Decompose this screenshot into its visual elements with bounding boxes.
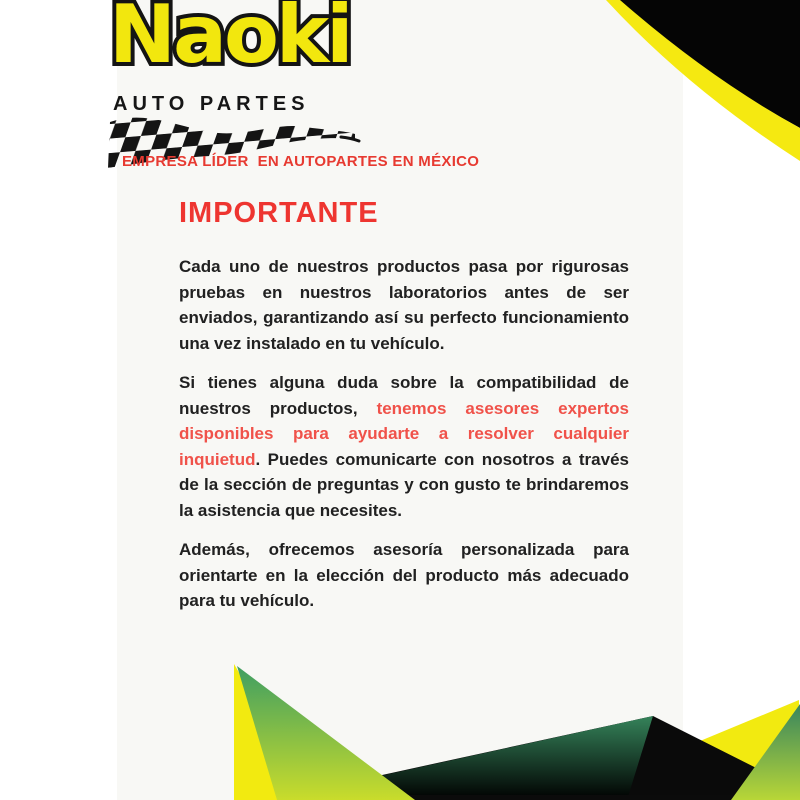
paragraph-compatibility-intro: Si tienes alguna duda sobre la compatibilidad de nuestros productos, [179, 373, 629, 418]
main-copy [179, 197, 629, 628]
paragraph-compatibility-outro: . Puedes comunicarte con nosotros a través de la sección de preguntas y con gusto te brindaremos la asistencia que necesites. [179, 449, 629, 520]
brand-logo: Naoki [109, 0, 351, 81]
bottom-decoration-shapes [234, 664, 800, 800]
top-right-corner-shape [606, 0, 800, 161]
paragraph-compatibility-highlight: tenemos asesores expertos disponibles para ayudarte a resolver cualquier inquietud [179, 398, 629, 469]
section-heading: IMPORTANTE [179, 197, 379, 229]
brand-subtitle: AUTO PARTES [113, 93, 310, 115]
poster-card [109, 0, 683, 800]
paragraph-compatibility [179, 370, 629, 523]
paragraph-advice: Además, ofrecemos asesoría personalizada para orientarte en la elección del producto más adecuado para tu vehículo. [179, 540, 629, 610]
brand-tagline: EMPRESA LÍDER EN AUTOPARTES EN MÉXICO [122, 153, 480, 170]
paragraph-quality: Cada uno de nuestros productos pasa por rigurosas pruebas en nuestros laboratorios antes de ser enviados, garantizando así su perfecto funcionamiento una vez instalado en tu vehículo. [179, 257, 629, 353]
